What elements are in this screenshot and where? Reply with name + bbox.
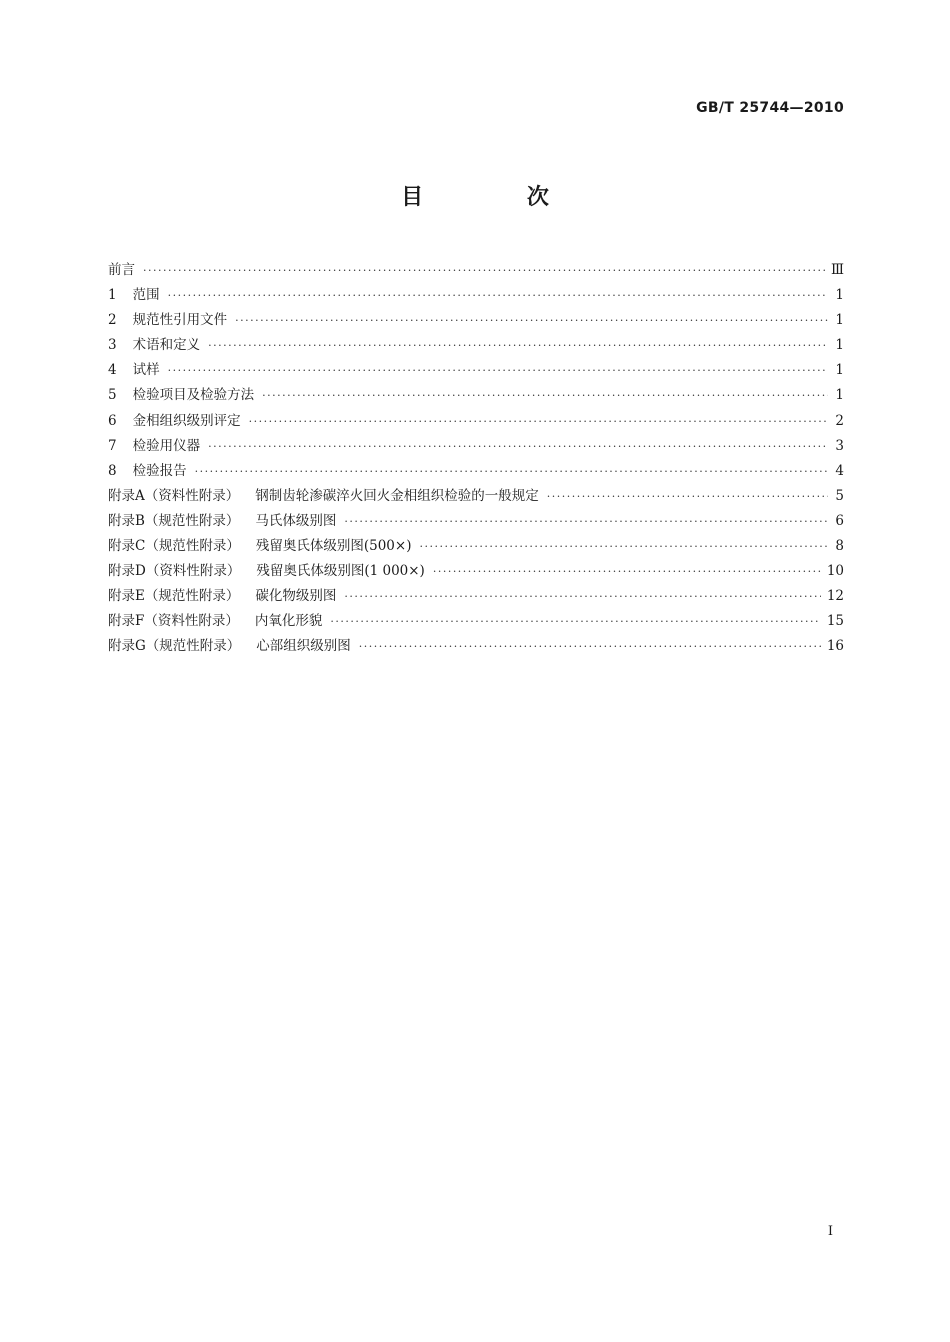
toc-label: 马氏体级别图 — [255, 512, 337, 529]
toc-label: 钢制齿轮渗碳淬火回火金相组织检验的一般规定 — [255, 487, 539, 504]
toc-entry-5[interactable] — [108, 383, 844, 408]
toc-label: 检验报告 — [132, 462, 187, 479]
toc-leader — [249, 415, 828, 428]
toc-leader — [330, 615, 820, 628]
toc-entry-appendix-d[interactable] — [108, 559, 844, 584]
toc-leader — [143, 264, 825, 277]
toc-number: 6 — [108, 412, 117, 429]
toc-page: 5 — [835, 487, 844, 504]
toc-leader — [235, 314, 828, 327]
toc-page: 1 — [835, 387, 844, 404]
toc-page: 3 — [835, 437, 844, 454]
toc-leader — [433, 565, 821, 578]
toc-entry-1[interactable] — [108, 283, 844, 308]
toc-number: 2 — [108, 312, 117, 329]
toc-entry-3[interactable] — [108, 333, 844, 358]
toc-label: 规范性引用文件 — [132, 312, 228, 329]
toc-label: 金相组织级别评定 — [132, 412, 241, 429]
toc-page: 1 — [835, 362, 844, 379]
toc-leader — [195, 465, 828, 478]
toc-page: 10 — [826, 563, 844, 580]
standard-code: GB/T 25744—2010 — [696, 100, 844, 116]
toc-number: 4 — [108, 362, 117, 379]
toc-number: 7 — [108, 437, 117, 454]
toc-number: 附录E（规范性附录） — [108, 588, 240, 605]
toc-label: 检验项目及检验方法 — [132, 387, 255, 404]
toc-leader — [262, 389, 828, 402]
toc-number: 附录F（资料性附录） — [108, 613, 239, 630]
toc-label: 术语和定义 — [132, 337, 201, 354]
toc-leader — [208, 440, 828, 453]
toc-page: 8 — [835, 538, 844, 555]
toc-label: 检验用仪器 — [132, 437, 201, 454]
toc-entry-4[interactable] — [108, 358, 844, 383]
toc-page: 1 — [835, 287, 844, 304]
toc-page: 2 — [835, 412, 844, 429]
toc-page: 16 — [826, 638, 844, 655]
toc-page: 6 — [835, 512, 844, 529]
toc-leader — [359, 640, 821, 653]
toc-leader — [168, 364, 828, 377]
toc-entry-appendix-c[interactable] — [108, 534, 844, 559]
toc-entry-2[interactable] — [108, 308, 844, 333]
toc-entry-appendix-b[interactable] — [108, 509, 844, 534]
toc-leader — [344, 515, 828, 528]
toc-entry-8[interactable] — [108, 459, 844, 484]
toc-label: 试样 — [132, 362, 160, 379]
toc-number: 附录B（规范性附录） — [108, 512, 240, 529]
toc-entry-appendix-a[interactable] — [108, 484, 844, 509]
toc-entry-appendix-e[interactable] — [108, 584, 844, 609]
toc-page: 12 — [826, 588, 844, 605]
toc-number: 1 — [108, 287, 117, 304]
toc-leader — [344, 590, 820, 603]
toc-number: 附录D（资料性附录） — [108, 563, 241, 580]
toc-number: 附录C（规范性附录） — [108, 538, 240, 555]
toc-number: 5 — [108, 387, 117, 404]
toc-entry-7[interactable] — [108, 434, 844, 459]
toc-label: 残留奥氏体级别图(1 000×) — [256, 563, 425, 580]
toc-entry-appendix-g[interactable] — [108, 634, 844, 659]
toc-leader — [208, 339, 828, 352]
toc-entry-appendix-f[interactable] — [108, 609, 844, 634]
toc-page: 1 — [835, 312, 844, 329]
toc-entry-6[interactable] — [108, 409, 844, 434]
toc-number: 附录G（规范性附录） — [108, 638, 241, 655]
toc-page: 4 — [835, 462, 844, 479]
toc-page: 15 — [826, 613, 844, 630]
toc-number: 附录A（资料性附录） — [108, 487, 240, 504]
toc-page: 1 — [835, 337, 844, 354]
page-title: 目 次 — [401, 185, 597, 210]
toc-number: 8 — [108, 462, 117, 479]
page-number: Ⅰ — [827, 1224, 833, 1239]
toc-page: Ⅲ — [830, 262, 844, 278]
toc-label: 残留奥氏体级别图(500×) — [255, 538, 412, 555]
toc-label: 心部组织级别图 — [256, 638, 351, 655]
toc-leader — [419, 540, 828, 553]
toc-label: 前言 — [108, 262, 135, 278]
toc-number: 3 — [108, 337, 117, 354]
toc-entry-foreword[interactable] — [108, 258, 844, 283]
toc-leader — [547, 490, 828, 503]
toc-label: 内氧化形貌 — [254, 613, 323, 630]
toc-label: 碳化物级别图 — [255, 588, 337, 605]
toc-leader — [168, 289, 828, 302]
table-of-contents — [108, 258, 844, 660]
toc-label: 范围 — [132, 287, 160, 304]
